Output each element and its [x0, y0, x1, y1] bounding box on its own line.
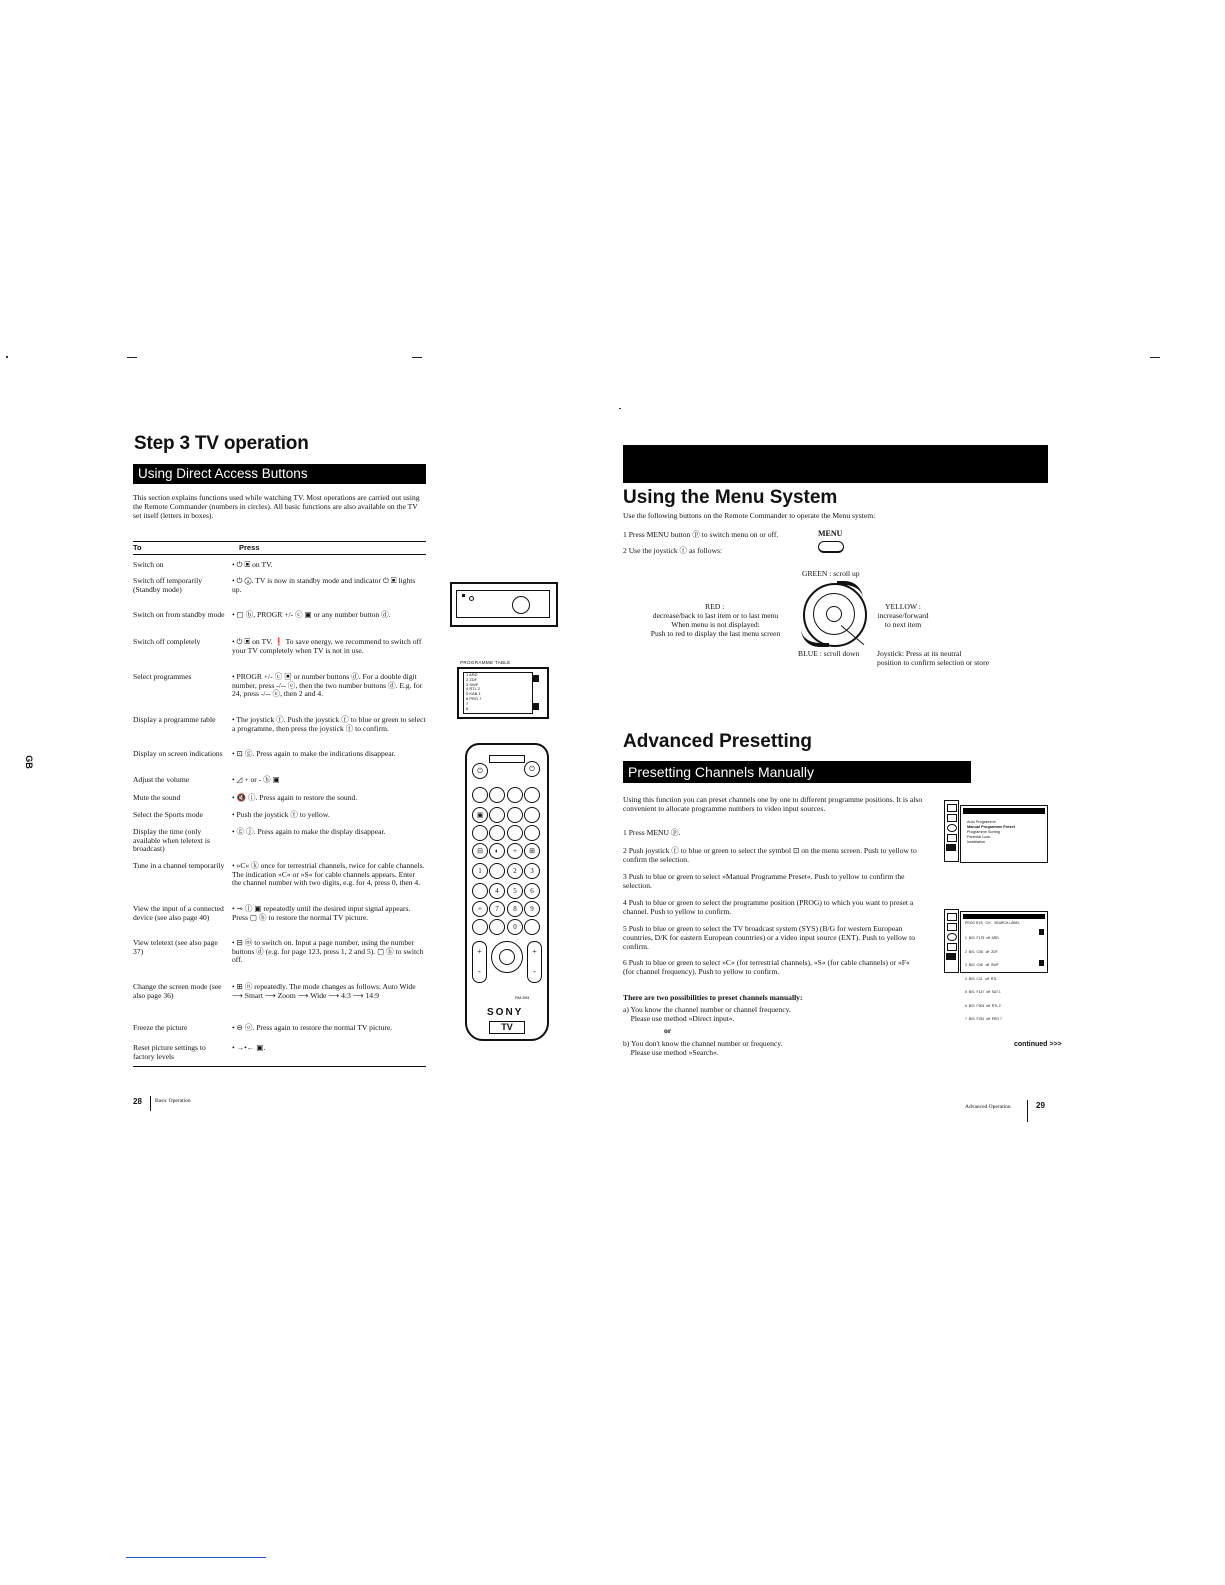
- remote-model: RM-893: [515, 995, 530, 1000]
- prog-table-label: PROGRAMME TABLE: [460, 660, 511, 665]
- row-to: View the input of a connected device (see also page 40): [133, 904, 224, 922]
- menu-screen2-row: 2 B/G C08 off ZDF: [965, 949, 998, 954]
- two-possibilities-title: There are two possibilities to preset channels manually:: [623, 993, 803, 1002]
- row-to: Tune in a channel temporarily: [133, 861, 225, 870]
- menu-screen2-row: 7 B/G F251 off PRO 7: [965, 1017, 1002, 1021]
- row-to: Change the screen mode (see also page 36): [133, 982, 222, 1000]
- menu-screen2-row: 4 B/G C11 off RTL: [965, 976, 998, 981]
- program-rocker: + -: [527, 941, 542, 983]
- joystick-diagram: [803, 583, 867, 647]
- left-page-title: Step 3 TV operation: [134, 433, 309, 454]
- menu-screen-item: Manual Programme Preset: [967, 825, 1015, 829]
- section-bar-presetting: [623, 761, 971, 783]
- menu-step-2: 2 Use the joystick ⓕ as follows:: [623, 546, 723, 555]
- menu-screen2-row: 5 B/G F147 off SAT 1: [965, 990, 1001, 994]
- row-to: Freeze the picture: [133, 1023, 188, 1032]
- row-press: • 🔇 ⓘ. Press again to restore the sound.: [232, 793, 358, 802]
- menu-screen-item: Programme Sorting: [967, 830, 1000, 834]
- possibility-a: a) You know the channel number or channel frequency. Please use method »Direct input«.: [623, 1005, 791, 1023]
- joystick-blue-label: BLUE : scroll down: [798, 649, 860, 658]
- row-press: • ⊞ ⓝ repeatedly. The mode changes as follows: Auto Wide ⟶ Smart ⟶ Zoom ⟶ Wide ⟶ 4:3 ⟶ 14:9: [232, 982, 416, 1000]
- row-to: Switch off completely: [133, 637, 201, 646]
- preset-step-2: 2 Push joystick ⓕ to blue or green to select the symbol ⊡ on the menu screen. Push to yellow to confirm the selection.: [623, 846, 917, 864]
- preset-step-1: 1 Press MENU ⓟ.: [623, 828, 681, 837]
- joystick-press-label: Joystick: Press at its neutral position to confirm selection or store: [877, 649, 989, 667]
- preset-step-6: 6 Push to blue or green to select »C« (for terrestrial channels), »S« (for cable channels) or »F« (for channel frequency). Push to yellow to confirm.: [623, 958, 910, 976]
- row-to: Mute the sound: [133, 793, 181, 802]
- prog-entry: 4 RTL 2: [466, 686, 481, 692]
- advanced-intro: Using this function you can preset channels one by one to different programme positions. It is also convenient to allocate programme numbers to video input sources.: [623, 795, 923, 813]
- menu-screen2-header: PROG SYS CH SEARCH LABEL: [965, 921, 1020, 925]
- row-press: • ⏻ ▣ on TV.: [232, 560, 273, 569]
- row-press: • ⊸ ⓛ ▣ repeatedly until the desired input signal appears. Press ▢ ⓑ to restore the normal TV picture.: [232, 904, 411, 922]
- joystick-red-desc: decrease/back to last item or to last menu When menu is not displayed: Push to red to display the last menu screen: [650, 611, 781, 638]
- row-press: • →•← ▣.: [232, 1043, 266, 1052]
- row-press: • ⊟ ⓜ to switch on. Input a page number, using the number buttons ⓓ (e.g. for page 123, press 1, 2 and 5). ▢ ⓑ to switch off.: [232, 938, 424, 965]
- preset-step-5: 5 Push to blue or green to select the TV broadcast system (SYS) (B/G for western European countries, D/K for eastern European countries) or a video input source (EXT). Push to yellow to confirm.: [623, 924, 916, 951]
- prog-entry: 8: [466, 705, 469, 711]
- menu-screen-item: Installation: [967, 840, 986, 844]
- row-to: Switch on from standby mode: [133, 610, 225, 619]
- menu-step-1: 1 Press MENU button ⓟ to switch menu on or off.: [623, 530, 779, 539]
- row-press: • Push the joystick ⓕ to yellow.: [232, 810, 330, 819]
- row-press: • ⏻ ▣ on TV. ❗ To save energy, we recommend to switch off your TV completely when TV is not in use.: [232, 637, 422, 655]
- section-bar-label: Using Direct Access Buttons: [138, 466, 308, 481]
- preset-step-3: 3 Push to blue or green to select »Manual Programme Preset«. Push to yellow to confirm the selection.: [623, 872, 905, 890]
- bottom-link-underline: [126, 1557, 266, 1558]
- menu-screen-illustration-1: [944, 800, 1046, 860]
- prog-table-illustration: [457, 667, 549, 719]
- joystick-yellow-title: YELLOW :: [885, 602, 921, 611]
- menu-screen2-row: 6 B/G F303 off RTL 2: [965, 1003, 1001, 1008]
- preset-step-4: 4 Push to blue or green to select the programme position (PROG) to which you want to preset a channel. Push to yellow to confirm.: [623, 898, 914, 916]
- row-press: • ▢ ⓑ, PROGR +/- ⓒ ▣ or any number button ⓓ.: [232, 610, 391, 619]
- menu-button-icon: [818, 541, 844, 553]
- row-to: View teletext (see also page 37): [133, 938, 218, 956]
- right-header-bar: [623, 445, 1048, 483]
- remote-tv-label: TV: [489, 1021, 525, 1034]
- row-press: • ◿ + or - ⓗ ▣: [232, 775, 280, 784]
- left-page-number: 28: [133, 1097, 142, 1106]
- section-bar-presetting-label: Presetting Channels Manually: [628, 764, 814, 780]
- continued-link[interactable]: continued >>>: [1014, 1041, 1062, 1048]
- left-footer-section: Basic Operation: [155, 1098, 191, 1104]
- power-button-icon: [512, 596, 530, 614]
- table-bottom-rule: [133, 1066, 426, 1067]
- col-header-press: Press: [239, 543, 260, 552]
- table-top-rule: [133, 541, 426, 542]
- left-intro: This section explains functions used while watching TV. Most operations are carried out using the Remote Commander (numbers in circles). All basic functions are also available on the TV set itself (letters in boxes).: [133, 493, 420, 520]
- row-to: Adjust the volume: [133, 775, 190, 784]
- prog-entry: 1 ARD: [466, 672, 478, 677]
- joystick-green-label: GREEN : scroll up: [802, 569, 860, 578]
- joystick-red-title: RED :: [705, 602, 725, 611]
- section-bar-direct-access: [133, 464, 426, 484]
- volume-rocker: + -: [472, 941, 487, 983]
- menu-screen-illustration-2: [944, 909, 1046, 1021]
- menu-label: MENU: [818, 529, 843, 538]
- row-press: • ⊖ ⓞ. Press again to restore the normal TV picture.: [232, 1023, 393, 1032]
- row-to: Display the time (only available when teletext is broadcast): [133, 827, 210, 854]
- left-footer-divider: [150, 1096, 151, 1111]
- prog-entry: 7: [466, 700, 469, 706]
- menu-screen-item: Auto Programme: [967, 820, 996, 824]
- remote-control-illustration: ⏻ ⏻ ▣ ⊟ ◐ + ⊞ 1 2 3 4 5 6 + 7 8 9 0 + - + - RM-893 SONY TV: [465, 743, 549, 1041]
- table-header-rule: [133, 554, 426, 555]
- tv-panel-illustration: [450, 582, 558, 627]
- row-to: Switch off temporarily (Standby mode): [133, 576, 203, 594]
- prog-entry: 6 PRO 7: [466, 695, 482, 701]
- row-to: Select programmes: [133, 672, 192, 681]
- row-press: • ⊡ ⓖ. Press again to make the indications disappear.: [232, 749, 396, 758]
- row-to: Switch on: [133, 560, 164, 569]
- menu-screen2-row: 3 B/G C06 off SWF: [965, 963, 999, 967]
- menu-system-title: Using the Menu System: [623, 487, 838, 508]
- right-page-number: 29: [1036, 1101, 1045, 1110]
- menu-screen-item: Parental Lock: [967, 835, 991, 839]
- menu-system-intro: Use the following buttons on the Remote Commander to operate the Menu system:: [623, 511, 876, 520]
- row-to: Reset picture settings to factory levels: [133, 1043, 206, 1061]
- col-header-to: To: [133, 543, 142, 552]
- prog-entry: 5 KAB 1: [466, 691, 481, 697]
- prog-entry: 2 ZDF: [466, 676, 478, 682]
- row-press: • »C« ⓚ once for terrestrial channels, twice for cable channels. The indication »C« or »S« for cable channels appears. Enter the channel number with two digits, e.g. for 4, press 0, then 4.: [232, 861, 425, 888]
- joystick-yellow-desc: increase/forward to next item: [877, 611, 929, 629]
- side-marker: GB: [23, 755, 34, 769]
- right-footer-section: Advanced Operation: [965, 1104, 1011, 1110]
- row-press: • ⏻ ⓐ. TV is now in standby mode and indicator ⏻ ▣ lights up.: [232, 576, 416, 594]
- possibility-b: b) You don't know the channel number or frequency. Please use method »Search«.: [623, 1039, 783, 1057]
- row-to: Display on screen indications: [133, 749, 223, 758]
- advanced-title: Advanced Presetting: [623, 731, 812, 752]
- row-press: • ⓖ ⓙ. Press again to make the display disappear.: [232, 827, 386, 836]
- joystick-icon: [491, 941, 523, 973]
- row-to: Select the Sports mode: [133, 810, 203, 819]
- prog-entry: 3 SWF: [466, 681, 479, 687]
- row-press: • The joystick ⓕ. Push the joystick ⓕ to blue or green to select a programme, then press the joystick ⓕ to confirm.: [232, 715, 426, 733]
- menu-screen2-row: 1 B/G F175 off ARD: [965, 936, 999, 940]
- row-press: • PROGR +/- ⓒ ▣ or number buttons ⓓ. For a double digit number, press -/-- ⓔ, then the two number buttons ⓓ. E.g. for 24, press -/-- ⓔ, then 2 and 4.: [232, 672, 423, 699]
- or-text: or: [664, 1026, 672, 1035]
- right-footer-divider: [1027, 1100, 1028, 1122]
- remote-brand-logo: SONY: [487, 1007, 524, 1018]
- row-to: Display a programme table: [133, 715, 216, 724]
